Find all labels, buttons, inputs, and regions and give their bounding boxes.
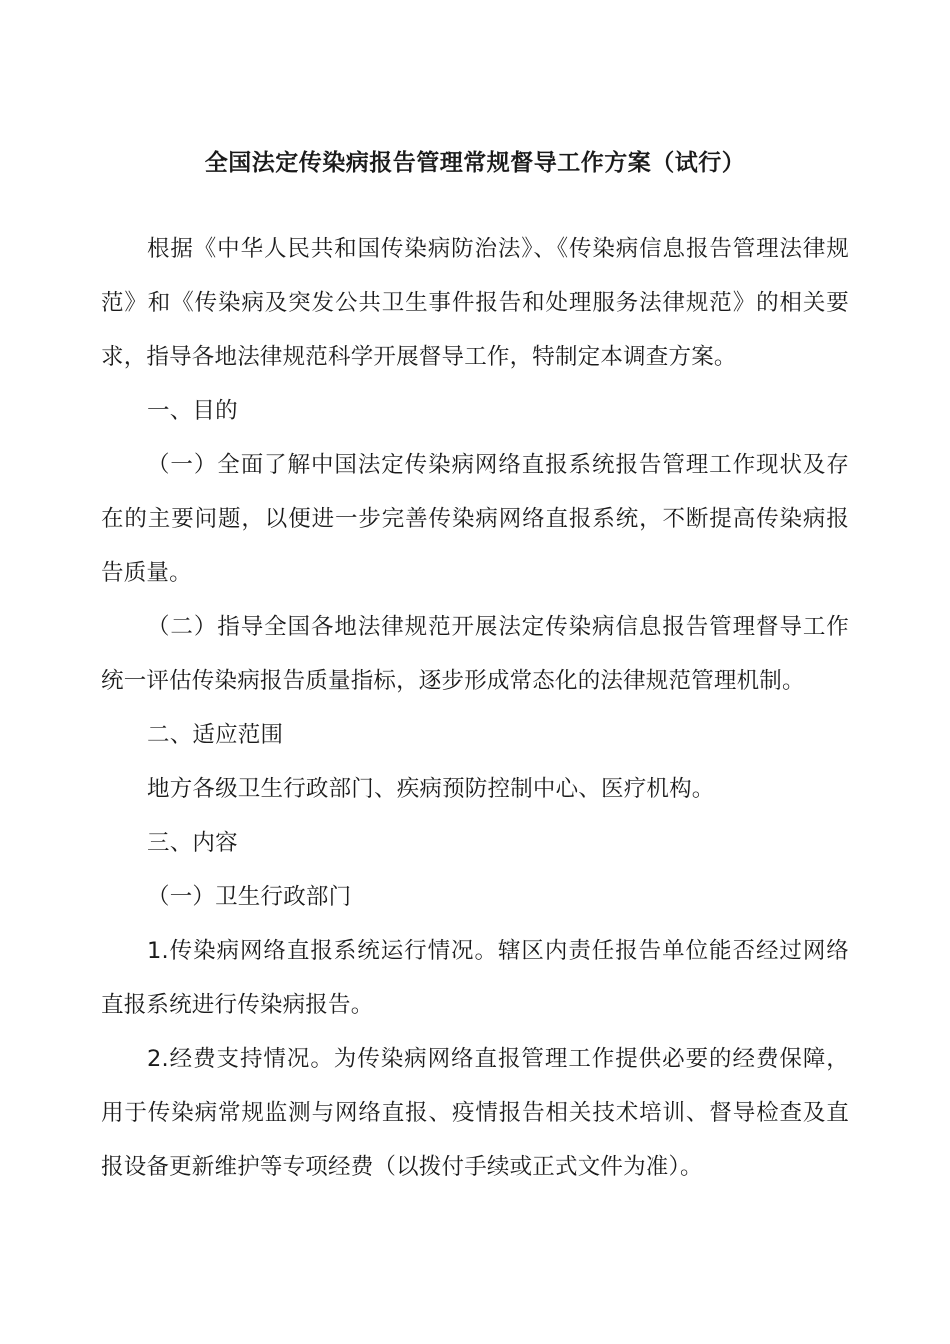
subsection-heading-health-admin: （一）卫生行政部门 — [147, 884, 352, 910]
section-heading-content: 三、内容 — [147, 830, 238, 856]
paragraph-item-2: 2.经费支持情况。为传染病网络直报管理工作提供必要的经费保障，用于传染病常规监测与网络直报、疫情报告相关技术培训、督导检查及直报设备更新维护等专项经费（以拨付手续或正式文件为准）。 — [101, 1046, 849, 1180]
paragraph-intro: 根据《中华人民共和国传染病防治法》、《传染病信息报告管理法律规范》和《传染病及突发公共卫生事件报告和处理服务法律规范》的相关要求，指导各地法律规范科学开展督导工作，特制定本调查方案。 — [101, 236, 849, 370]
document-body — [101, 222, 849, 1194]
document-title: 全国法定传染病报告管理常规督导工作方案（试行） — [204, 150, 746, 176]
paragraph-scope: 地方各级卫生行政部门、疾病预防控制中心、医疗机构。 — [147, 776, 715, 802]
paragraph-purpose-1: （一）全面了解中国法定传染病网络直报系统报告管理工作现状及存在的主要问题，以便进一步完善传染病网络直报系统，不断提高传染病报告质量。 — [101, 452, 849, 586]
paragraph-item-1: 1.传染病网络直报系统运行情况。辖区内责任报告单位能否经过网络直报系统进行传染病报告。 — [101, 938, 849, 1018]
section-heading-scope: 二、适应范围 — [147, 722, 284, 748]
section-heading-purpose: 一、目的 — [147, 398, 238, 424]
paragraph-purpose-2: （二）指导全国各地法律规范开展法定传染病信息报告管理督导工作统一评估传染病报告质量指标，逐步形成常态化的法律规范管理机制。 — [101, 614, 849, 694]
